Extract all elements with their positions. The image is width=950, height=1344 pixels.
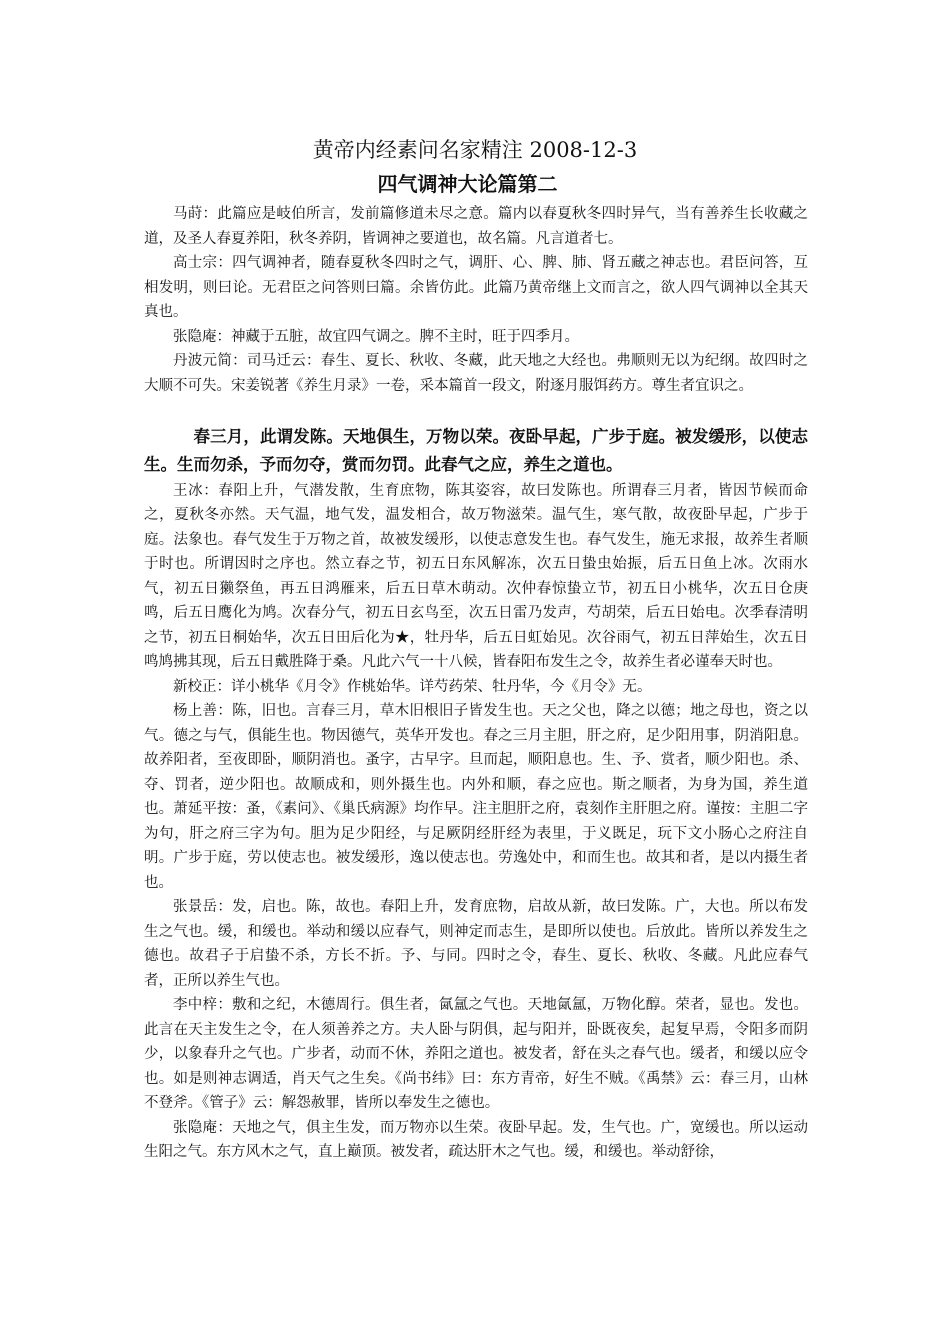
commentary-zhang-jingyue: 张景岳：发，启也。陈，故也。春阳上升，发育庶物，启故从新，故曰发陈。广，大也。所以布发生之气也。缓，和缓也。举动和缓以应春气，则神定而志生，是即所以使也。后放此。皆所以养发生之德也。故君子于启蛰不杀，方长不折。予、与同。四时之令，春生、夏长、秋收、冬藏。凡此应春气者，正所以养生气也。 <box>144 899 808 989</box>
commentary-yang-shangshan: 杨上善：陈，旧也。言春三月，草木旧根旧子皆发生也。天之父也，降之以德；地之母也，资之以气。德之与气，俱能生也。物因德气，英华开发也。春之三月主胆，肝之府，足少阳用事，阴消阳息。故养阳者，至夜即卧，顺阴消也。蚤字，古早字。旦而起，顺阳息也。生、予、赏者，顺少阳也。杀、夺、罚者，逆少阳也。故顺成和，则外摄生也。内外和顺，春之应也。斯之顺者，为身为国，养生道也。萧延平按：蚤，《素问》、《巢氏病源》均作早。注主胆肝之府，袁刻作主肝胆之府。谨按：主胆二字为句，肝之府三字为句。胆为足少阳经，与足厥阴经肝经为表里，于义既足，玩下文小肠心之府注自明。广步于庭，劳以使志也。被发缓形，逸以使志也。劳逸处中，和而生也。故其和者，是以内摄生者也。 <box>144 703 808 891</box>
intro-paragraph-zhang-yinan: 张隐庵：神藏于五脏，故宜四气调之。脾不主时，旺于四季月。 <box>173 328 579 345</box>
commentary-wang-bing: 王冰：春阳上升，气潜发散，生育庶物，陈其姿容，故曰发陈也。所谓春三月者，皆因节候而命之，夏秋冬亦然。天气温，地气发，温发相合，故万物滋荣。温气生，寒气散，故夜卧早起，广步于庭。法象也。春气发生于万物之首，故被发缓形，以使志意发生也。春气发生，施无求报，故养生者顺于时也。所谓因时之序也。然立春之节，初五日东风解冻，次五日蛰虫始振，后五日鱼上冰。次雨水气，初五日獭祭鱼，再五日鸿雁来，后五日草木萌动。次仲春惊蛰立节，初五日小桃华，次五日仓庚鸣，后五日鹰化为鸠。次春分气，初五日玄鸟至，次五日雷乃发声，芍胡荣，后五日始电。次季春清明之节，初五日桐始华，次五日田后化为★，牡丹华，后五日虹始见。次谷雨气，初五日萍始生，次五日鸣鸠拂其现，后五日戴胜降于桑。凡此六气一十八候，皆春阳布发生之令，故养生者必谨奉天时也。 <box>144 482 808 670</box>
commentary-li-zhongzi: 李中梓：敷和之纪，木德周行。俱生者，氤氲之气也。天地氤氲，万物化醇。荣者，显也。发也。此言在天主发生之令，在人须善养之方。夫人卧与阴俱，起与阳并，卧既夜矣，起复早焉，令阳多而阴少，以象春升之气也。广步者，动而不休，养阳之道也。被发者，舒在头之春气也。缓者，和缓以应令也。如是则神志调适，肖天气之生矣。《尚书纬》曰：东方青帝，好生不贼。《禹禁》云：春三月，山林不登斧。《管子》云：解怨赦罪，皆所以奉发生之德也。 <box>144 997 808 1111</box>
intro-paragraph-ma-shi: 马莳：此篇应是岐伯所言，发前篇修道未尽之意。篇内以春夏秋冬四时异气，当有善养生长收藏之道，及圣人春夏养阳，秋冬养阴，皆调神之要道也，故名篇。凡言道者七。 <box>144 206 808 247</box>
intro-paragraph-gao-shizong: 高士宗：四气调神者，随春夏秋冬四时之气，调肝、心、脾、肺、肾五藏之神志也。君臣问答，互相发明，则曰论。无君臣之问答则曰篇。余皆仿此。此篇乃黄帝继上文而言之，欲人四气调神以全其天真也。 <box>144 255 808 320</box>
classic-main-text: 春三月，此谓发陈。天地俱生，万物以荣。夜卧早起，广步于庭。被发缓形，以使志生。生而勿杀，予而勿夺，赏而勿罚。此春气之应，养生之道也。 <box>144 426 808 474</box>
document-body <box>144 202 808 1165</box>
commentary-zhang-yinan: 张隐庵：天地之气，俱主生发，而万物亦以生荣。夜卧早起。发，生气也。广，宽缓也。所以运动生阳之气。东方风木之气，直上巅顶。被发者，疏达肝木之气也。缓，和缓也。举动舒徐， <box>144 1119 808 1160</box>
intro-paragraph-danbo-yuanjian: 丹波元简：司马迁云：春生、夏长、秋收、冬藏，此天地之大经也。弗顺则无以为纪纲。故四时之大顺不可失。宋姜锐著《养生月录》一卷，采本篇首一段文，附逐月服饵药方。尊生者宜识之。 <box>144 353 808 394</box>
commentary-xin-jiaozheng: 新校正：详小桃华《月令》作桃始华。详芍药荣、牡丹华，今《月令》无。 <box>173 678 652 695</box>
section-spacer <box>144 398 808 423</box>
chapter-title: 四气调神大论篇第二 <box>377 172 558 196</box>
document-title: 黄帝内经素问名家精注 2008-12-3 <box>312 138 638 162</box>
